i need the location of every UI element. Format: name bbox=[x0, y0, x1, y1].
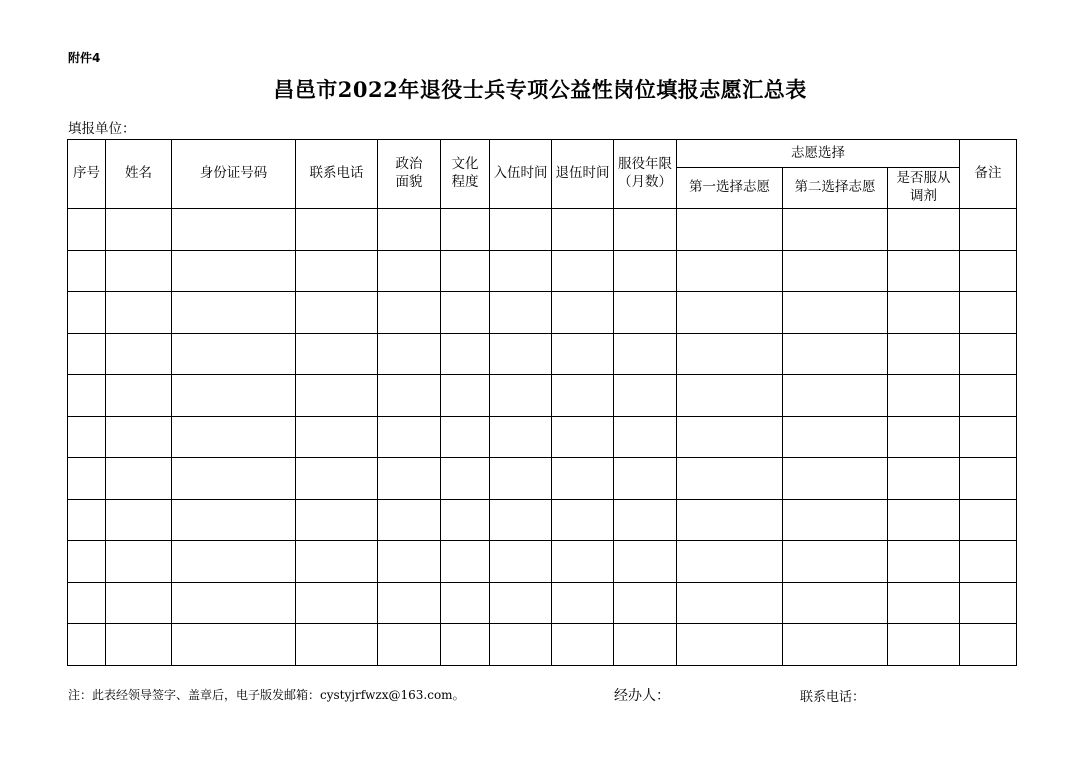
table-cell bbox=[960, 292, 1017, 334]
table-cell bbox=[783, 541, 888, 583]
table-cell bbox=[68, 458, 106, 500]
table-cell bbox=[106, 458, 172, 500]
table-cell bbox=[552, 582, 614, 624]
table-cell bbox=[783, 250, 888, 292]
table-cell bbox=[172, 582, 296, 624]
table-cell bbox=[68, 292, 106, 334]
table-row bbox=[68, 541, 1017, 583]
table-row bbox=[68, 209, 1017, 251]
table-cell bbox=[677, 250, 783, 292]
footer-note: 注：此表经领导签字、盖章后，电子版发邮箱：cystyjrfwzx@163.com。 bbox=[68, 688, 465, 702]
table-row bbox=[68, 499, 1017, 541]
table-cell bbox=[490, 209, 552, 251]
table-cell bbox=[296, 541, 378, 583]
table-cell bbox=[378, 624, 441, 666]
table-cell bbox=[960, 250, 1017, 292]
table-cell bbox=[614, 624, 677, 666]
table-cell bbox=[490, 582, 552, 624]
table-cell bbox=[378, 582, 441, 624]
table-cell bbox=[378, 209, 441, 251]
table-cell bbox=[888, 499, 960, 541]
table-cell bbox=[614, 541, 677, 583]
summary-table bbox=[67, 139, 1017, 666]
table-row bbox=[68, 582, 1017, 624]
table-cell bbox=[960, 458, 1017, 500]
unit-label: 填报单位： bbox=[68, 121, 136, 137]
header-id-number: 身份证号码 bbox=[172, 140, 296, 209]
table-row bbox=[68, 458, 1017, 500]
table-cell bbox=[783, 292, 888, 334]
table-cell bbox=[677, 582, 783, 624]
table-cell bbox=[441, 209, 490, 251]
table-cell bbox=[172, 624, 296, 666]
table-cell bbox=[106, 375, 172, 417]
table-cell bbox=[441, 499, 490, 541]
table-cell bbox=[378, 292, 441, 334]
table-cell bbox=[68, 541, 106, 583]
table-row bbox=[68, 624, 1017, 666]
table-cell bbox=[783, 333, 888, 375]
table-cell bbox=[378, 458, 441, 500]
table-cell bbox=[552, 499, 614, 541]
header-service-years: 服役年限（月数） bbox=[614, 140, 677, 209]
table-cell bbox=[296, 499, 378, 541]
table-cell bbox=[68, 375, 106, 417]
table-cell bbox=[614, 458, 677, 500]
header-name: 姓名 bbox=[106, 140, 172, 209]
contact-phone-label: 联系电话： bbox=[800, 690, 866, 705]
table-cell bbox=[960, 499, 1017, 541]
table-cell bbox=[552, 416, 614, 458]
table-row bbox=[68, 333, 1017, 375]
table-cell bbox=[441, 375, 490, 417]
table-cell bbox=[614, 416, 677, 458]
table-cell bbox=[677, 209, 783, 251]
table-cell bbox=[490, 458, 552, 500]
table-cell bbox=[888, 292, 960, 334]
table-cell bbox=[888, 375, 960, 417]
header-accept-adjust: 是否服从调剂 bbox=[888, 168, 960, 209]
table-cell bbox=[106, 292, 172, 334]
header-retire-time: 退伍时间 bbox=[552, 140, 614, 209]
table-cell bbox=[68, 416, 106, 458]
table-cell bbox=[888, 624, 960, 666]
table-cell bbox=[378, 375, 441, 417]
header-enlist-time: 入伍时间 bbox=[490, 140, 552, 209]
table-cell bbox=[960, 541, 1017, 583]
table-cell bbox=[68, 209, 106, 251]
table-cell bbox=[172, 541, 296, 583]
table-cell bbox=[783, 209, 888, 251]
table-cell bbox=[888, 582, 960, 624]
table-cell bbox=[441, 333, 490, 375]
header-choice-group: 志愿选择 bbox=[677, 140, 960, 168]
table-cell bbox=[441, 416, 490, 458]
table-cell bbox=[888, 458, 960, 500]
table-cell bbox=[614, 375, 677, 417]
table-cell bbox=[783, 375, 888, 417]
attachment-label: 附件4 bbox=[68, 51, 101, 65]
table-cell bbox=[172, 250, 296, 292]
table-cell bbox=[490, 624, 552, 666]
table-cell bbox=[106, 209, 172, 251]
table-cell bbox=[106, 250, 172, 292]
table-cell bbox=[106, 416, 172, 458]
table-cell bbox=[490, 541, 552, 583]
table-cell bbox=[106, 333, 172, 375]
table-cell bbox=[614, 209, 677, 251]
header-remarks: 备注 bbox=[960, 140, 1017, 209]
table-cell bbox=[296, 416, 378, 458]
table-cell bbox=[552, 624, 614, 666]
table-cell bbox=[441, 250, 490, 292]
table-cell bbox=[888, 416, 960, 458]
table-row bbox=[68, 292, 1017, 334]
table-cell bbox=[378, 250, 441, 292]
table-cell bbox=[378, 541, 441, 583]
table-cell bbox=[677, 458, 783, 500]
table-cell bbox=[677, 333, 783, 375]
table-cell bbox=[172, 416, 296, 458]
table-cell bbox=[296, 250, 378, 292]
table-cell bbox=[378, 499, 441, 541]
table-cell bbox=[106, 541, 172, 583]
table-cell bbox=[783, 458, 888, 500]
table-cell bbox=[68, 333, 106, 375]
table-cell bbox=[888, 250, 960, 292]
header-second-choice: 第二选择志愿 bbox=[783, 168, 888, 209]
table-cell bbox=[552, 541, 614, 583]
table-cell bbox=[172, 333, 296, 375]
table-cell bbox=[614, 333, 677, 375]
table-cell bbox=[490, 292, 552, 334]
table-row bbox=[68, 375, 1017, 417]
table-cell bbox=[441, 624, 490, 666]
table-body bbox=[68, 209, 1017, 666]
table-cell bbox=[106, 624, 172, 666]
table-row bbox=[68, 250, 1017, 292]
table-cell bbox=[677, 375, 783, 417]
header-seq: 序号 bbox=[68, 140, 106, 209]
table-cell bbox=[106, 499, 172, 541]
table-cell bbox=[960, 375, 1017, 417]
table-cell bbox=[960, 416, 1017, 458]
page-title: 昌邑市2022年退役士兵专项公益性岗位填报志愿汇总表 bbox=[273, 77, 807, 102]
table-cell bbox=[783, 624, 888, 666]
table-cell bbox=[888, 209, 960, 251]
table-cell bbox=[441, 541, 490, 583]
table-cell bbox=[296, 458, 378, 500]
table-cell bbox=[172, 458, 296, 500]
table-cell bbox=[378, 333, 441, 375]
table-cell bbox=[68, 624, 106, 666]
table-cell bbox=[552, 458, 614, 500]
header-political: 政治面貌 bbox=[378, 140, 441, 209]
table-cell bbox=[490, 499, 552, 541]
table-cell bbox=[490, 416, 552, 458]
header-first-choice: 第一选择志愿 bbox=[677, 168, 783, 209]
table-cell bbox=[677, 624, 783, 666]
table-cell bbox=[172, 499, 296, 541]
table-cell bbox=[552, 292, 614, 334]
table-cell bbox=[677, 292, 783, 334]
table-cell bbox=[68, 582, 106, 624]
table-cell bbox=[68, 499, 106, 541]
table-cell bbox=[677, 499, 783, 541]
table-cell bbox=[614, 292, 677, 334]
table-cell bbox=[172, 375, 296, 417]
header-education: 文化程度 bbox=[441, 140, 490, 209]
table-cell bbox=[960, 624, 1017, 666]
table-cell bbox=[490, 333, 552, 375]
agent-label: 经办人： bbox=[614, 688, 670, 704]
table-cell bbox=[296, 333, 378, 375]
table-cell bbox=[960, 209, 1017, 251]
table-cell bbox=[552, 209, 614, 251]
table-cell bbox=[552, 333, 614, 375]
table-cell bbox=[960, 582, 1017, 624]
table-cell bbox=[677, 416, 783, 458]
table-cell bbox=[296, 624, 378, 666]
table-cell bbox=[296, 209, 378, 251]
table-cell bbox=[888, 333, 960, 375]
table-cell bbox=[552, 375, 614, 417]
table-cell bbox=[172, 209, 296, 251]
header-phone: 联系电话 bbox=[296, 140, 378, 209]
table-cell bbox=[614, 250, 677, 292]
table-cell bbox=[490, 250, 552, 292]
table-cell bbox=[378, 416, 441, 458]
table-cell bbox=[888, 541, 960, 583]
table-cell bbox=[783, 582, 888, 624]
table-cell bbox=[783, 416, 888, 458]
table-row bbox=[68, 416, 1017, 458]
table-cell bbox=[296, 292, 378, 334]
table-cell bbox=[172, 292, 296, 334]
table-cell bbox=[614, 582, 677, 624]
table-cell bbox=[106, 582, 172, 624]
table-cell bbox=[552, 250, 614, 292]
table-cell bbox=[614, 499, 677, 541]
table-cell bbox=[296, 375, 378, 417]
table-cell bbox=[490, 375, 552, 417]
table-cell bbox=[960, 333, 1017, 375]
table-cell bbox=[441, 292, 490, 334]
table-cell bbox=[441, 582, 490, 624]
table-cell bbox=[296, 582, 378, 624]
table-cell bbox=[677, 541, 783, 583]
table-cell bbox=[441, 458, 490, 500]
table-cell bbox=[68, 250, 106, 292]
table-cell bbox=[783, 499, 888, 541]
